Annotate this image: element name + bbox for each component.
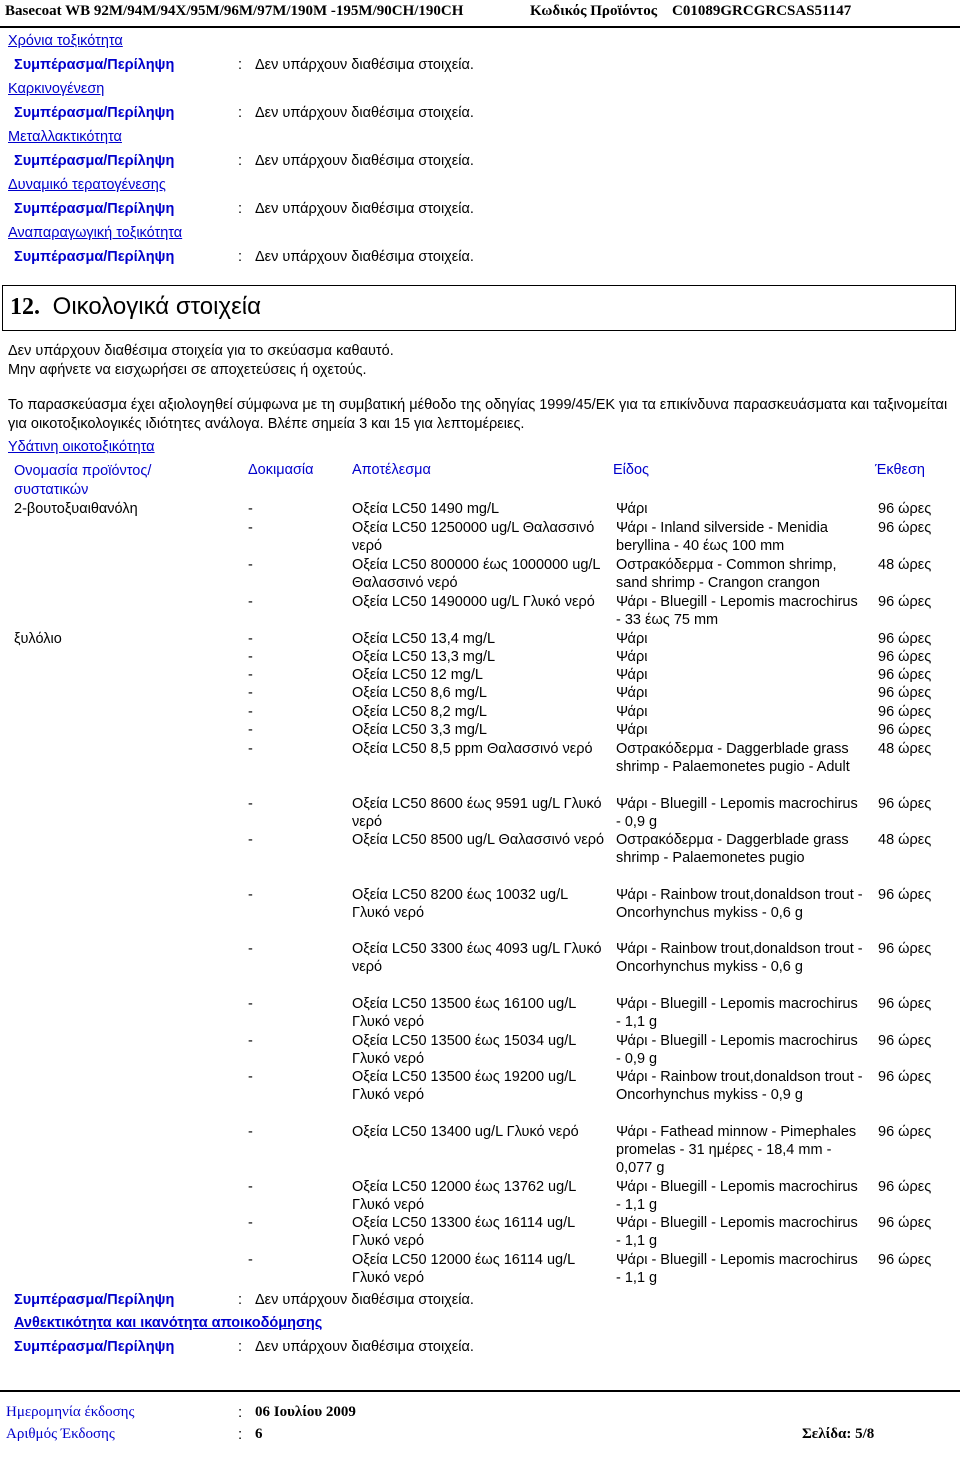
version-colon: : — [238, 1426, 243, 1443]
product-code — [530, 3, 851, 20]
row-test: - — [248, 557, 253, 573]
row-test: - — [248, 520, 253, 536]
tox-colon: : — [238, 153, 243, 169]
section-12-title — [10, 293, 261, 321]
issue-date-value: 06 Ιουλίου 2009 — [255, 1404, 356, 1420]
row-test: - — [248, 704, 253, 720]
issue-date-label: Ημερομηνία έκδοσης — [6, 1404, 135, 1420]
assessment-paragraph: Το παρασκεύασμα έχει αξιολογηθεί σύμφωνα με τη συμβατική μέθοδο της οδηγίας 1999/45/ΕΚ για τα επικίνδυνα παρασκευάσματα και ταξινομείται για οικοτοξικολογικές ιδιότητες ανάλογα. Βλέπε σημεία 3 και 15 για λεπτομέρειες. — [8, 397, 948, 432]
row-species: Ψάρι - Inland silverside - Menidia beryllina - 40 έως 100 mm — [616, 520, 828, 554]
row-species: Ψάρι - Rainbow trout,donaldson trout - Oncorhynchus mykiss - 0,6 g — [616, 941, 863, 975]
tox-summary-value: Δεν υπάρχουν διαθέσιμα στοιχεία. — [255, 57, 474, 73]
col-header-exposure: Έκθεση — [875, 462, 925, 478]
tox-colon: : — [238, 105, 243, 121]
row-species: Ψάρι - Bluegill - Lepomis macrochirus - 1,1 g — [616, 996, 858, 1030]
resilience-label: Συμπέρασμα/Περίληψη — [14, 1339, 175, 1355]
row-exposure: 96 ώρες — [878, 501, 932, 517]
row-test: - — [248, 685, 253, 701]
row-exposure: 96 ώρες — [878, 704, 932, 720]
row-exposure: 48 ώρες — [878, 557, 932, 573]
header-rule — [0, 26, 960, 28]
row-exposure: 96 ώρες — [878, 1124, 932, 1140]
row-result: Οξεία LC50 13500 έως 19200 ug/L Γλυκό νερό — [352, 1069, 576, 1103]
row-result: Οξεία LC50 13500 έως 16100 ug/L Γλυκό νερό — [352, 996, 576, 1030]
tox-section-title: Μεταλλακτικότητα — [8, 129, 122, 145]
row-result: Οξεία LC50 8500 ug/L Θαλασσινό νερό — [352, 832, 605, 848]
row-exposure: 96 ώρες — [878, 941, 932, 957]
row-species: Οστρακόδερμα - Common shrimp, sand shrimp - Crangon crangon — [616, 557, 837, 591]
row-result: Οξεία LC50 3,3 mg/L — [352, 722, 487, 738]
version-value: 6 — [255, 1426, 263, 1442]
row-result: Οξεία LC50 1250000 ug/L Θαλασσινό νερό — [352, 520, 595, 554]
summary-colon: : — [238, 1292, 243, 1308]
row-name: ξυλόλιο — [14, 631, 62, 647]
row-test: - — [248, 832, 253, 848]
tox-summary-label: Συμπέρασμα/Περίληψη — [14, 201, 175, 217]
tox-section-title: Καρκινογένεση — [8, 81, 105, 97]
footer-rule — [0, 1390, 960, 1392]
row-result: Οξεία LC50 13300 έως 16114 ug/L Γλυκό νερό — [352, 1215, 575, 1249]
row-exposure: 48 ώρες — [878, 832, 932, 848]
summary-label: Συμπέρασμα/Περίληψη — [14, 1292, 175, 1308]
row-exposure: 96 ώρες — [878, 996, 932, 1012]
resilience-title: Ανθεκτικότητα και ικανότητα αποικοδόμησης — [14, 1315, 323, 1331]
tox-summary-label: Συμπέρασμα/Περίληψη — [14, 105, 175, 121]
row-result: Οξεία LC50 1490 mg/L — [352, 501, 500, 517]
row-species: Ψάρι — [616, 685, 648, 701]
row-species: Ψάρι — [616, 649, 648, 665]
tox-summary-label: Συμπέρασμα/Περίληψη — [14, 249, 175, 265]
row-exposure: 96 ώρες — [878, 685, 932, 701]
row-test: - — [248, 1179, 253, 1195]
row-test: - — [248, 667, 253, 683]
row-result: Οξεία LC50 8600 έως 9591 ug/L Γλυκό νερό — [352, 796, 602, 830]
tox-summary-label: Συμπέρασμα/Περίληψη — [14, 57, 175, 73]
page-number: Σελίδα: 5/8 — [802, 1426, 875, 1442]
row-species: Ψάρι - Bluegill - Lepomis macrochirus - 1,1 g — [616, 1215, 858, 1249]
row-exposure: 96 ώρες — [878, 594, 932, 610]
tox-colon: : — [238, 249, 243, 265]
row-species: Ψάρι - Rainbow trout,donaldson trout - Oncorhynchus mykiss - 0,9 g — [616, 1069, 863, 1103]
tox-summary-value: Δεν υπάρχουν διαθέσιμα στοιχεία. — [255, 105, 474, 121]
row-result: Οξεία LC50 8,5 ppm Θαλασσινό νερό — [352, 741, 593, 757]
row-species: Ψάρι — [616, 667, 648, 683]
version-label: Αριθμός Έκδοσης — [6, 1426, 115, 1442]
product-name: Basecoat WB 92M/94M/94X/95M/96M/97M/190M -195M/90CH/190CH — [5, 3, 464, 19]
no-data-line: Δεν υπάρχουν διαθέσιμα στοιχεία για το σκεύασμα καθαυτό. — [8, 343, 394, 359]
resilience-colon: : — [238, 1339, 243, 1355]
section-number: 12. — [10, 294, 40, 320]
row-test: - — [248, 1069, 253, 1085]
row-species: Ψάρι — [616, 501, 648, 517]
resilience-value: Δεν υπάρχουν διαθέσιμα στοιχεία. — [255, 1339, 474, 1355]
row-test: - — [248, 996, 253, 1012]
row-exposure: 96 ώρες — [878, 722, 932, 738]
row-species: Οστρακόδερμα - Daggerblade grass shrimp - Palaemonetes pugio — [616, 832, 849, 866]
row-name: 2-βουτοξυαιθανόλη — [14, 501, 138, 517]
product-code-label: Κωδικός Προϊόντος — [530, 3, 658, 19]
row-species: Οστρακόδερμα - Daggerblade grass shrimp - Palaemonetes pugio - Adult — [616, 741, 850, 775]
row-result: Οξεία LC50 800000 έως 1000000 ug/L Θαλασσινό νερό — [352, 557, 600, 591]
row-result: Οξεία LC50 12000 έως 16114 ug/L Γλυκό νερό — [352, 1252, 575, 1286]
row-test: - — [248, 594, 253, 610]
row-species: Ψάρι - Fathead minnow - Pimephales promelas - 31 ημέρες - 18,4 mm - 0,077 g — [616, 1124, 857, 1176]
row-species: Ψάρι - Bluegill - Lepomis macrochirus - 0,9 g — [616, 1033, 858, 1067]
row-result: Οξεία LC50 3300 έως 4093 ug/L Γλυκό νερό — [352, 941, 602, 975]
tox-colon: : — [238, 201, 243, 217]
row-result: Οξεία LC50 12 mg/L — [352, 667, 483, 683]
row-test: - — [248, 1033, 253, 1049]
row-test: - — [248, 649, 253, 665]
row-test: - — [248, 887, 253, 903]
row-species: Ψάρι - Bluegill - Lepomis macrochirus - 33 έως 75 mm — [616, 594, 858, 628]
row-species: Ψάρι - Rainbow trout,donaldson trout - Oncorhynchus mykiss - 0,6 g — [616, 887, 863, 921]
row-exposure: 96 ώρες — [878, 1252, 932, 1268]
row-test: - — [248, 722, 253, 738]
row-result: Οξεία LC50 13,3 mg/L — [352, 649, 496, 665]
row-result: Οξεία LC50 13400 ug/L Γλυκό νερό — [352, 1124, 579, 1140]
row-exposure: 96 ώρες — [878, 887, 932, 903]
row-test: - — [248, 1124, 253, 1140]
row-exposure: 96 ώρες — [878, 1179, 932, 1195]
drain-warning: Μην αφήνετε να εισχωρήσει σε αποχετεύσεις ή οχετούς. — [8, 362, 367, 378]
tox-summary-value: Δεν υπάρχουν διαθέσιμα στοιχεία. — [255, 201, 474, 217]
row-exposure: 96 ώρες — [878, 631, 932, 647]
row-exposure: 96 ώρες — [878, 649, 932, 665]
issue-date-colon: : — [238, 1404, 243, 1421]
row-exposure: 96 ώρες — [878, 520, 932, 536]
row-result: Οξεία LC50 1490000 ug/L Γλυκό νερό — [352, 594, 595, 610]
row-result: Οξεία LC50 8200 έως 10032 ug/L Γλυκό νερό — [352, 887, 568, 921]
tox-summary-label: Συμπέρασμα/Περίληψη — [14, 153, 175, 169]
row-test: - — [248, 941, 253, 957]
row-result: Οξεία LC50 12000 έως 13762 ug/L Γλυκό νερό — [352, 1179, 576, 1213]
row-exposure: 96 ώρες — [878, 1215, 932, 1231]
aquatic-ecotox-title: Υδάτινη οικοτοξικότητα — [8, 439, 155, 455]
row-test: - — [248, 796, 253, 812]
row-species: Ψάρι — [616, 704, 648, 720]
row-result: Οξεία LC50 8,6 mg/L — [352, 685, 487, 701]
col-header-result: Αποτέλεσμα — [352, 462, 431, 478]
row-test: - — [248, 631, 253, 647]
tox-summary-value: Δεν υπάρχουν διαθέσιμα στοιχεία. — [255, 249, 474, 265]
row-species: Ψάρι — [616, 722, 648, 738]
row-test: - — [248, 741, 253, 757]
col-header-test: Δοκιμασία — [248, 462, 314, 478]
tox-section-title: Χρόνια τοξικότητα — [8, 33, 123, 49]
row-result: Οξεία LC50 13,4 mg/L — [352, 631, 496, 647]
tox-colon: : — [238, 57, 243, 73]
row-species: Ψάρι - Bluegill - Lepomis macrochirus - 1,1 g — [616, 1252, 858, 1286]
row-result: Οξεία LC50 13500 έως 15034 ug/L Γλυκό νερό — [352, 1033, 576, 1067]
row-exposure: 96 ώρες — [878, 667, 932, 683]
row-test: - — [248, 1215, 253, 1231]
section-title-text: Οικολογικά στοιχεία — [52, 293, 261, 320]
tox-section-title: Δυναμικό τερατογένεσης — [8, 177, 166, 193]
summary-value: Δεν υπάρχουν διαθέσιμα στοιχεία. — [255, 1292, 474, 1308]
row-exposure: 96 ώρες — [878, 1069, 932, 1085]
row-test: - — [248, 1252, 253, 1268]
row-species: Ψάρι - Bluegill - Lepomis macrochirus - 1,1 g — [616, 1179, 858, 1213]
product-code-value: C01089GRCGRCSAS51147 — [672, 3, 852, 19]
row-test: - — [248, 501, 253, 517]
tox-section-title: Αναπαραγωγική τοξικότητα — [8, 225, 183, 241]
tox-summary-value: Δεν υπάρχουν διαθέσιμα στοιχεία. — [255, 153, 474, 169]
row-species: Ψάρι - Bluegill - Lepomis macrochirus - 0,9 g — [616, 796, 858, 830]
row-exposure: 96 ώρες — [878, 1033, 932, 1049]
col-header-name: Ονομασία προϊόντος/συστατικών — [14, 463, 152, 498]
row-result: Οξεία LC50 8,2 mg/L — [352, 704, 487, 720]
col-header-species: Είδος — [613, 462, 650, 478]
row-exposure: 96 ώρες — [878, 796, 932, 812]
row-exposure: 48 ώρες — [878, 741, 932, 757]
row-species: Ψάρι — [616, 631, 648, 647]
